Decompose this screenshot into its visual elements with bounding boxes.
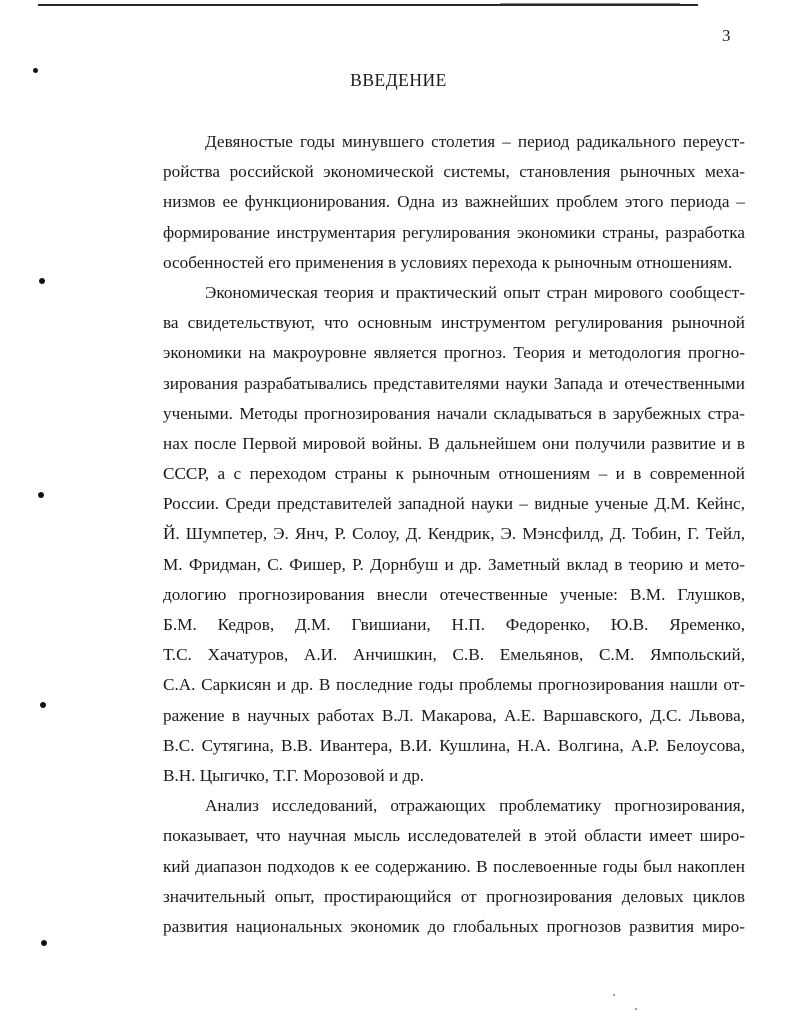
text-line: развития национальных экономик до глобальных прогнозов развития миро- (163, 916, 745, 936)
scan-top-border (38, 4, 698, 6)
text-line: Б.М. Кедров, Д.М. Гвишиани, Н.П. Федоренко, Ю.В. Яременко, (163, 615, 745, 634)
margin-mark (38, 492, 44, 498)
text-line: значительный опыт, простирающийся от прогнозирования деловых циклов (163, 886, 745, 906)
text-line: Й. Шумпетер, Э. Янч, Р. Солоу, Д. Кендрик, Э. Мэнсфилд, Д. Тобин, Г. Тейл, (163, 524, 745, 544)
text-line: Девяностые годы минувшего столетия – период радикального переуст- (205, 132, 745, 151)
text-line: России. Среди представителей западной науки – видные ученые Д.М. Кейнс, (163, 494, 745, 514)
text-line: нах после Первой мировой войны. В дальнейшем они получили развитие и в (163, 433, 745, 453)
paragraph-analysis (163, 791, 745, 942)
scan-top-border-faint (500, 3, 680, 4)
text-line: ражение в научных работах В.Л. Макарова, А.Е. Варшавского, Д.С. Львова, (163, 705, 745, 725)
scan-speck (635, 1008, 637, 1010)
scan-speck (613, 994, 615, 996)
text-line: особенностей его применения в условиях перехода к рыночным отношениям. (163, 252, 733, 272)
page-number: 3 (722, 26, 731, 45)
margin-mark (41, 940, 47, 946)
margin-mark (40, 702, 46, 708)
text-line: ва свидетельствуют, что основным инструментом регулирования рыночной (163, 313, 745, 333)
paragraph-theory (163, 278, 745, 791)
text-line: Т.С. Хачатуров, А.И. Анчишкин, С.В. Емельянов, С.М. Ямпольский, (163, 645, 745, 665)
text-line: низмов ее функционирования. Одна из важнейших проблем этого периода – (163, 192, 745, 212)
text-line: СССР, а с переходом страны к рыночным отношениям – и в современной (163, 464, 745, 484)
text-line: формирование инструментария регулирования экономики страны, разработка (163, 222, 745, 242)
text-line: показывает, что научная мысль исследователей в этой области имеет широ- (163, 826, 745, 846)
text-line: зирования разрабатывались представителями науки Запада и отечественными (163, 373, 745, 393)
page-title: ВВЕДЕНИЕ (350, 70, 447, 90)
text-line: В.Н. Цыгичко, Т.Г. Морозовой и др. (163, 765, 425, 785)
text-line: М. Фридман, С. Фишер, Р. Дорнбуш и др. Заметный вклад в теорию и мето- (163, 554, 745, 574)
text-line: экономики на макроуровне является прогноз. Теория и методология прогно- (163, 343, 745, 363)
margin-mark (39, 278, 45, 284)
text-line: С.А. Саркисян и др. В последние годы проблемы прогнозирования нашли от- (163, 675, 745, 695)
margin-mark (33, 68, 38, 73)
text-line: дологию прогнозирования внесли отечественные ученые: В.М. Глушков, (163, 584, 745, 604)
document-body (163, 127, 745, 942)
text-line: Экономическая теория и практический опыт стран мирового сообщест- (205, 282, 745, 302)
text-line: кий диапазон подходов к ее содержанию. В послевоенные годы был накоплен (163, 856, 745, 876)
text-line: В.С. Сутягина, В.В. Ивантера, В.И. Кушлина, Н.А. Волгина, А.Р. Белоусова, (163, 735, 745, 755)
paragraph-intro (163, 127, 745, 278)
text-line: ройства российской экономической системы, становления рыночных меха- (163, 162, 745, 182)
text-line: Анализ исследований, отражающих проблематику прогнозирования, (205, 796, 745, 816)
text-line: учеными. Методы прогнозирования начали складываться в зарубежных стра- (163, 403, 745, 423)
